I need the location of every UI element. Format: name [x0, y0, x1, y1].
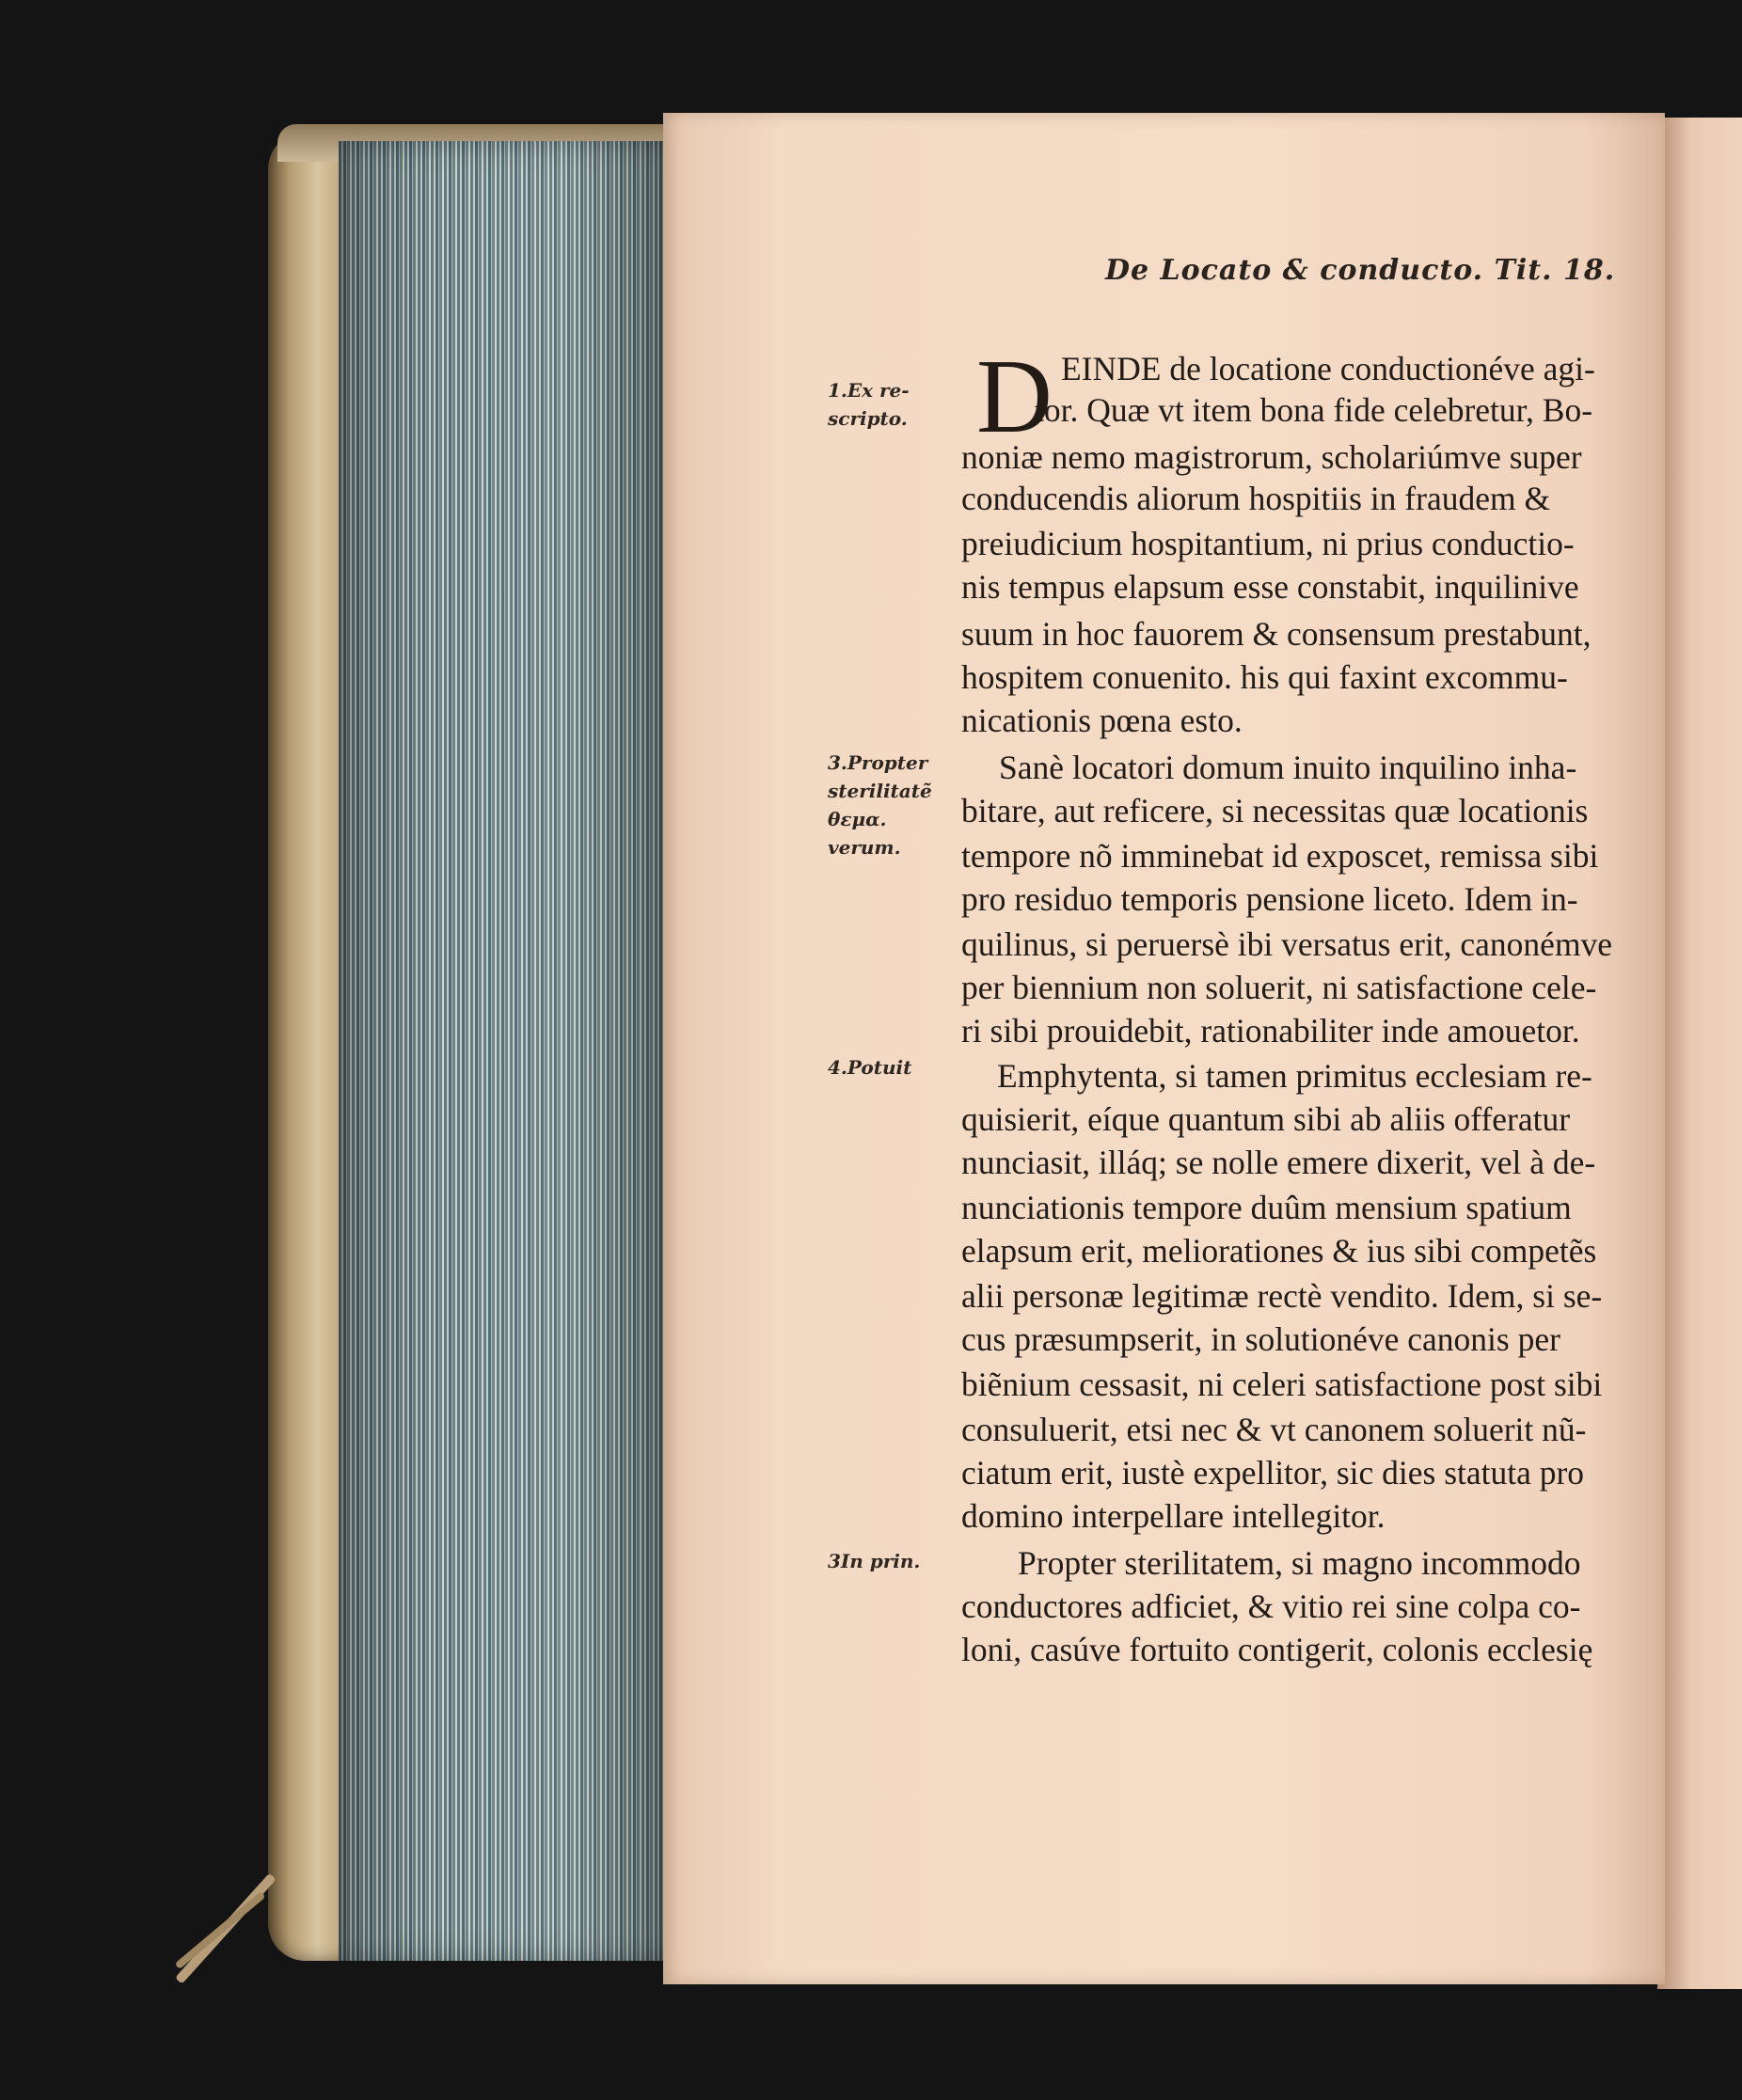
- text-line: tor. Quæ vt item bona fide celebretur, Bo-: [1035, 391, 1593, 429]
- facing-page-edge: [1657, 118, 1742, 1989]
- bookmark-ribbon-strand: [175, 1891, 266, 1969]
- text-line: tempore nõ imminebat id exposcet, remissa sibi: [961, 837, 1599, 875]
- text-line: hospitem conuenito. his qui faxint excommu-: [961, 658, 1568, 696]
- text-line: ciatum erit, iustè expellitor, sic dies statuta pro: [961, 1454, 1585, 1492]
- text-line: Emphytenta, si tamen primitus ecclesiam re-: [997, 1057, 1592, 1095]
- text-line: biẽnium cessasit, ni celeri satisfactione post sibi: [961, 1366, 1603, 1403]
- drop-cap: D: [976, 339, 1053, 455]
- text-line: bitare, aut reficere, si necessitas quæ locationis: [961, 792, 1589, 829]
- text-line: elapsum erit, meliorationes & ius sibi competẽs: [961, 1232, 1597, 1270]
- text-line: EINDE de locatione conductionéve agi-: [1061, 350, 1595, 387]
- text-line: Sanè locatori domum inuito inquilino inha-: [999, 749, 1577, 786]
- text-line: consuluerit, etsi nec & vt canonem soluerit nũ-: [961, 1411, 1587, 1448]
- text-line: domino interpellare intellegitor.: [961, 1497, 1386, 1535]
- text-line: alii personæ legitimæ rectè vendito. Idem, si se-: [961, 1277, 1603, 1315]
- text-line: noniæ nemo magistrorum, scholariúmve super: [961, 438, 1582, 476]
- margin-note: 3In prin.: [828, 1550, 921, 1572]
- text-line: quisierit, eíque quantum sibi ab aliis offeratur: [961, 1100, 1571, 1138]
- text-line: cus præsumpserit, in solutionéve canonis per: [961, 1320, 1560, 1358]
- text-line: loni, casúve fortuito contigerit, colonis ecclesię: [961, 1631, 1593, 1668]
- text-line: preiudicium hospitantium, ni prius conductio-: [961, 525, 1575, 562]
- text-line: suum in hoc fauorem & consensum prestabunt,: [961, 615, 1592, 653]
- text-line: nunciationis tempore duûm mensium spatium: [961, 1189, 1572, 1226]
- text-line: conducendis aliorum hospitiis in fraudem &: [961, 480, 1551, 517]
- text-line: conductores adficiet, & vitio rei sine colpa co-: [961, 1587, 1581, 1625]
- margin-note: 4.Potuit: [828, 1056, 912, 1079]
- text-line: Propter sterilitatem, si magno incommodo: [1018, 1544, 1581, 1582]
- text-line: quilinus, si peruersè ibi versatus erit, canonémve: [961, 925, 1613, 963]
- running-head: De Locato & conducto. Tit. 18.: [1105, 254, 1616, 287]
- text-line: per biennium non soluerit, ni satisfactione cele-: [961, 969, 1597, 1006]
- text-line: nicationis pœna esto.: [961, 702, 1243, 739]
- margin-note: 1.Ex re- scripto.: [828, 379, 910, 430]
- text-line: nunciasit, illáq; se nolle emere dixerit, vel à de-: [961, 1144, 1596, 1181]
- margin-note: 3.Propter sterilitatẽ θεμα. verum.: [828, 751, 932, 859]
- text-line: ri sibi prouidebit, rationabiliter inde amouetor.: [961, 1012, 1580, 1050]
- text-line: pro residuo temporis pensione liceto. Idem in-: [961, 880, 1578, 918]
- text-line: nis tempus elapsum esse constabit, inquilinive: [961, 568, 1579, 606]
